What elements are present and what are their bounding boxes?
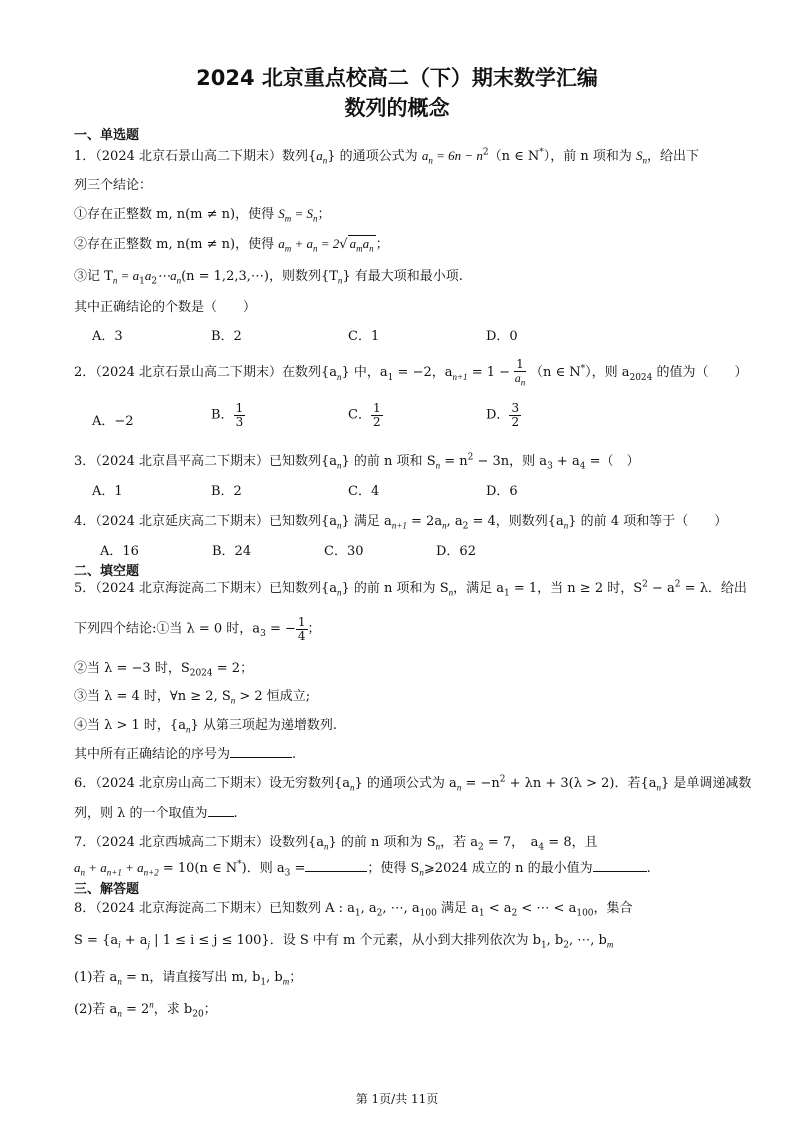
q1-option-c: C．1: [348, 329, 380, 344]
q3-option-d: D．6: [486, 484, 518, 499]
question-2-line: 2．（2024 北京石景山高二下期末）在数列$\{a_n\}$ 中，$a_1 = -2$，$a_{n+1} = 1$ − $\frac{1}{a_n}$ （n ∈ N*），则 $a_{2024}$ 的值为（ ）: [74, 357, 748, 387]
question-5-line-1: 5．（2024 北京海淀高二下期末）已知数列$\{a_n\}$ 的前 n 项和为 $S_n$，满足 $a_1 = 1$，当 n ≥ 2 时，$S^2 - a^2 = \lambda$．给出: [74, 579, 747, 599]
q2-option-c: C． $\frac{1}{2}$: [348, 401, 381, 429]
question-8-part-1: (1)若 $a_n = n$，请直接写出 m, $b_1$, $b_m$；: [74, 970, 303, 988]
q4-option-a: A．16: [100, 544, 139, 559]
question-8-line-2: $S = \{a_i + a_j$ | 1 ≤ i ≤ j ≤ 100}．设 S 中有 m 个元素，从小到大排列依次为 $b_1$, $b_2$, ⋯, $b_m$: [74, 933, 614, 951]
question-6-line-1: 6．（2024 北京房山高二下期末）设无穷数列$\{a_n\}$ 的通项公式为 $a_n = -n^2 + \lambda n + 3(\lambda > 2)$．若$\{a_n\}$ 是单调递减数: [74, 774, 752, 793]
question-8-line-1: 8．（2024 北京海淀高二下期末）已知数列 A : $a_1$, $a_2$, ⋯, $a_{100}$ 满足 $a_1 < a_2$ < ⋯ < $a_{100}$，集合: [74, 901, 633, 919]
q2-option-d: D． $\frac{3}{2}$: [486, 401, 520, 429]
page-subtitle: 数列的概念: [344, 96, 450, 120]
question-4-line: 4．（2024 北京延庆高二下期末）已知数列$\{a_n\}$ 满足 $a_{n+1} = 2a_n$, $a_2 = 4$，则数列$\{a_n\}$ 的前 4 项和等于（ ）: [74, 514, 728, 532]
section-heading-solutions: 三、解答题: [74, 882, 140, 897]
q4-option-c: C．30: [324, 544, 364, 559]
q2-option-a: A．−2: [92, 414, 134, 429]
page-footer: 第 1页/共 11页: [355, 1092, 439, 1106]
question-6-line-2: 列，则 λ 的一个取值为 .: [74, 806, 238, 821]
question-5-conclusion-4: ④当 λ > 1 时，$\{a_n\}$ 从第三项起为递增数列.: [74, 718, 338, 735]
question-1-conclusion-2: ②存在正整数 m, n(m ≠ n)，使得 $a_m + a_n = 2√$ $a_ma_n$ ；: [74, 236, 389, 254]
question-7-line-1: 7．（2024 北京西城高二下期末）设数列$\{a_n\}$ 的前 n 项和为 $S_n$，若 $a_2 = 7$， $a_4 = 8$，且: [74, 835, 598, 853]
q1-option-b: B．2: [211, 329, 242, 344]
question-1-prompt: 其中正确结论的个数是（ ）: [74, 300, 257, 315]
question-7-line-2: $a_n + a_{n+1} + a_{n+2} = 10(n$ ∈ N*)．则 $a_3$ = ；使得 $S_n⩾2024$ 成立的 n 的最小值为 .: [74, 859, 651, 879]
q3-option-a: A．1: [92, 484, 123, 499]
question-3-line: 3．（2024 北京昌平高二下期末）已知数列$\{a_n\}$ 的前 n 项和 $S_n = n^2 - 3n$，则 $a_3 + a_4$ =（ ）: [74, 452, 640, 472]
q2-option-b: B． $\frac{1}{3}$: [211, 401, 244, 429]
answer-blank[interactable]: [593, 859, 647, 872]
question-1-line-1: 1．（2024 北京石景山高二下期末）数列$\{a_n\}$ 的通项公式为 $a_n = 6n - n^2(n$ ∈ N*），前 n 项和为 $S_n$，给出下: [74, 147, 700, 166]
q3-option-b: B．2: [211, 484, 242, 499]
q4-option-d: D．62: [436, 544, 476, 559]
question-1-conclusion-1: ①存在正整数 m, n(m ≠ n)，使得 $S_m = S_n$；: [74, 206, 331, 224]
answer-blank[interactable]: [208, 804, 234, 817]
question-1-line-2: 列三个结论：: [74, 178, 153, 193]
question-5-line-2: 下列四个结论:①当 λ = 0 时，$a_3$ = − $\frac{1}{4}$ ；: [74, 615, 321, 643]
question-1-conclusion-3: ③记 $T_n$ = $a_1a_2\cdots a_n(n$ = 1,2,3,⋯)，则数列$\{T_n\}$ 有最大项和最小项.: [74, 268, 463, 287]
answer-blank[interactable]: [305, 859, 367, 872]
question-8-part-2: (2)若 $a_n = 2^n$，求 $b_{20}$；: [74, 999, 217, 1020]
q3-option-c: C．4: [348, 484, 380, 499]
section-heading-fill-blank: 二、填空题: [74, 564, 140, 579]
answer-blank[interactable]: [230, 745, 292, 758]
q1-option-a: A．3: [92, 329, 123, 344]
question-5-conclusion-2: ②当 λ = −3 时，$S_{2024} = 2$；: [74, 661, 254, 679]
question-5-conclusion-3: ③当 λ = 4 时，∀n ≥ 2, $S_n > 2$ 恒成立;: [74, 689, 311, 706]
q4-option-b: B．24: [212, 544, 252, 559]
section-heading-single-choice: 一、单选题: [74, 128, 140, 143]
question-5-prompt: 其中所有正确结论的序号为 .: [74, 747, 297, 762]
page-title: 2024 北京重点校高二（下）期末数学汇编: [196, 66, 598, 90]
q1-option-d: D．0: [486, 329, 518, 344]
